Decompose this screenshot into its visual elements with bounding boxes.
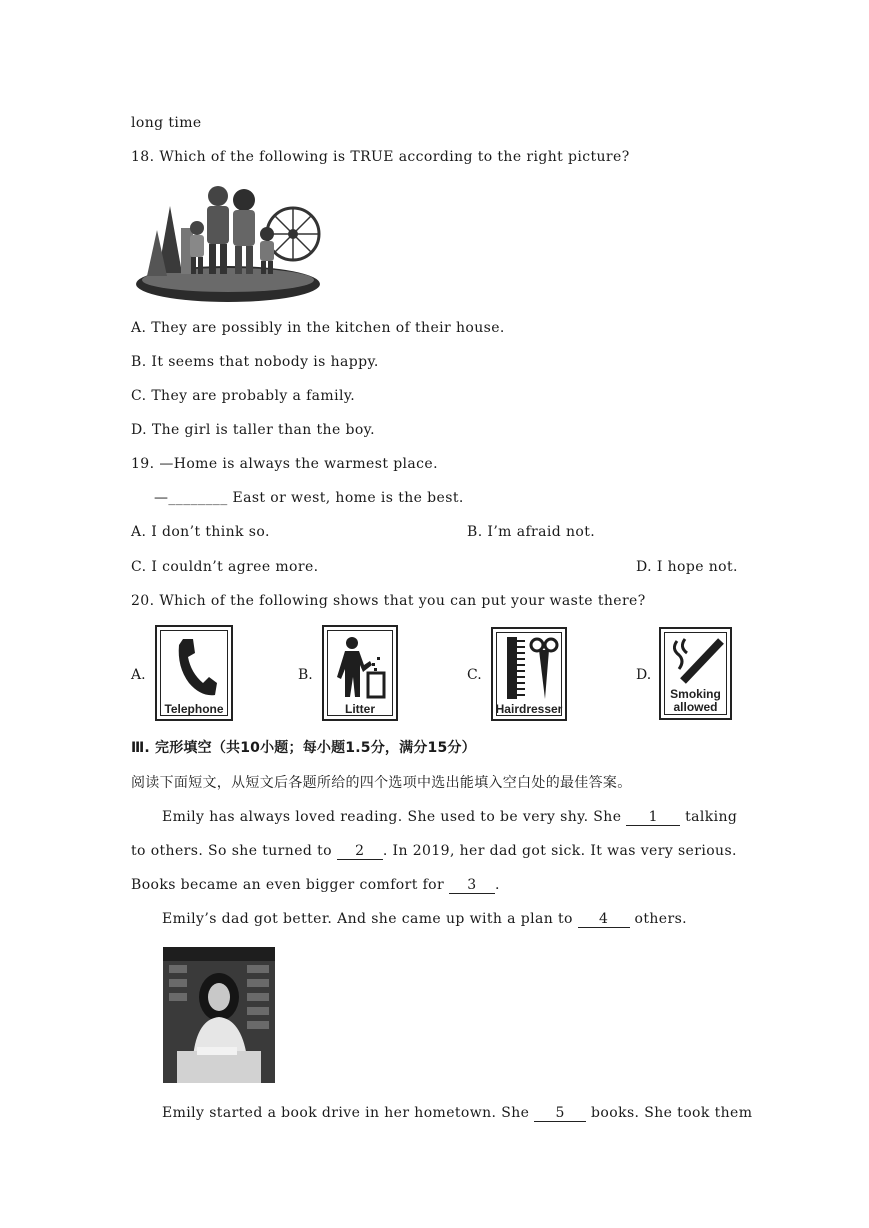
q20-label-a: A. (131, 667, 146, 683)
litter-icon (332, 635, 390, 699)
question-19-stem: 19. —Home is always the warmest place. (131, 456, 438, 472)
passage-line-2-text-a: to others. So she turned to (131, 843, 337, 859)
passage-line-4-text-b: others. (629, 911, 688, 927)
litter-sign (322, 625, 398, 721)
q18-option-c: C. They are probably a family. (131, 388, 356, 404)
passage-line-1-text-b: talking (680, 809, 738, 825)
question-18-stem: 18. Which of the following is TRUE according to the right picture? (131, 149, 630, 165)
blank-3: 3 (449, 878, 495, 894)
q19-option-a: A. I don’t think so. (131, 524, 270, 540)
telephone-sign (155, 625, 233, 721)
passage-line-2-text-b: . In 2019, her dad got sick. It was very serious. (382, 843, 737, 859)
blank-4: 4 (578, 912, 630, 928)
passage-line-2 (131, 842, 737, 860)
passage-line-5 (162, 1104, 752, 1122)
telephone-sign-caption: Telephone (164, 702, 224, 716)
top-line-text: long time (131, 115, 202, 131)
hairdresser-sign-caption: Hairdresser (495, 702, 563, 716)
question-20-stem: 20. Which of the following shows that you can put your waste there? (131, 593, 646, 609)
q19-reply-text: East or west, home is the best. (227, 490, 464, 506)
q20-label-c: C. (467, 667, 482, 683)
smoking-allowed-sign-caption: Smoking allowed (670, 687, 721, 714)
blank-2: 2 (337, 844, 383, 860)
emily-reading-photo (163, 947, 275, 1083)
litter-sign-caption: Litter (345, 702, 375, 716)
passage-line-4 (162, 910, 687, 928)
passage-line-1 (162, 808, 737, 826)
passage-line-5-text-b: books. She took them (586, 1105, 753, 1121)
q18-option-a: A. They are possibly in the kitchen of their house. (131, 320, 505, 336)
q19-reply-blank: ________ (168, 490, 228, 506)
section-3-instructions: 阅读下面短文，从短文后各题所给的四个选项中选出能填入空白处的最佳答案。 (131, 775, 632, 791)
comb-scissors-icon (503, 635, 559, 701)
q18-option-b: B. It seems that nobody is happy. (131, 354, 379, 370)
passage-line-3-text-a: Books became an even bigger comfort for (131, 877, 449, 893)
q19-reply-dash: — (154, 490, 169, 506)
hairdresser-sign (491, 627, 567, 721)
q18-option-d: D. The girl is taller than the boy. (131, 422, 375, 438)
q19-option-d: D. I hope not. (636, 559, 738, 575)
section-3-title: Ⅲ. 完形填空（共10小题；每小题1.5分，满分15分） (131, 740, 476, 756)
blank-5: 5 (534, 1106, 586, 1122)
passage-line-4-text-a: Emily’s dad got better. And she came up with a plan to (162, 911, 578, 927)
family-illustration (133, 178, 323, 304)
q20-label-d: D. (636, 667, 652, 683)
cigarette-icon (669, 635, 725, 685)
telephone-icon (171, 635, 221, 701)
q19-option-b: B. I’m afraid not. (467, 524, 596, 540)
passage-line-3 (131, 876, 500, 894)
blank-1: 1 (626, 810, 680, 826)
q20-label-b: B. (298, 667, 313, 683)
passage-line-3-text-b: . (494, 877, 500, 893)
passage-line-1-text-a: Emily has always loved reading. She used to be very shy. She (162, 809, 627, 825)
q19-reply (154, 489, 464, 507)
q19-option-c: C. I couldn’t agree more. (131, 559, 319, 575)
smoking-allowed-sign (659, 627, 732, 720)
passage-line-5-text-a: Emily started a book drive in her hometown. She (162, 1105, 535, 1121)
